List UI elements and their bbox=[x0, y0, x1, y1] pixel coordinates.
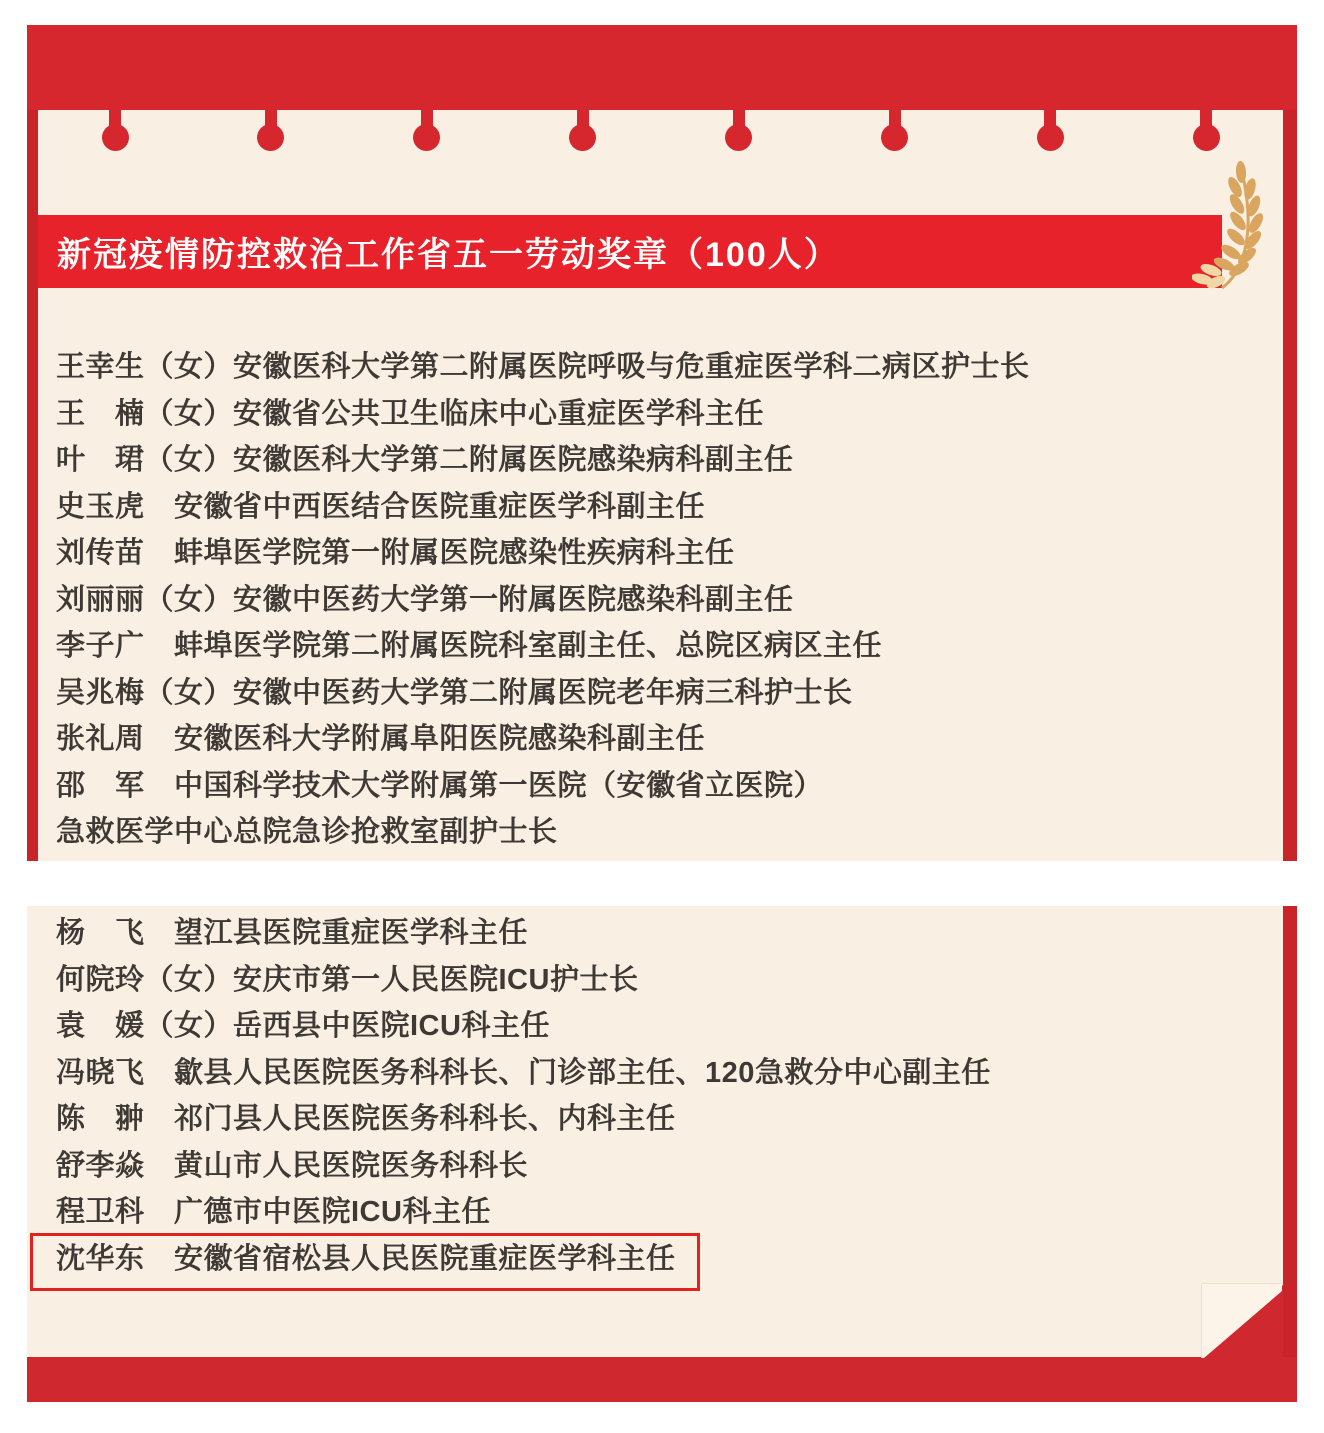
award-list-part1 bbox=[56, 344, 1030, 856]
award-list-item: 沈华东 安徽省宿松县人民医院重症医学科主任 bbox=[56, 1236, 991, 1283]
award-list-item: 何院玲（女）安庆市第一人民医院ICU护士长 bbox=[56, 963, 639, 996]
calendar-pin bbox=[881, 110, 909, 151]
award-list-item: 张礼周 安徽医科大学附属阜阳医院感染科副主任 bbox=[56, 723, 706, 755]
calendar-pin bbox=[1192, 110, 1220, 151]
award-list-item: 王 楠（女）安徽省公共卫生临床中心重症医学科主任 bbox=[56, 397, 765, 430]
award-list-item: 王幸生（女）安徽医科大学第二附属医院呼吸与危重症医学科二病区护士长 bbox=[56, 351, 1030, 383]
award-list-item: 杨 飞 望江县医院重症医学科主任 bbox=[56, 917, 529, 949]
card1-left-border bbox=[27, 110, 38, 861]
bottom-red-band bbox=[27, 1357, 1297, 1402]
award-list-item: 舒李焱 黄山市人民医院医务科科长 bbox=[56, 1149, 529, 1182]
calendar-pin bbox=[101, 110, 129, 151]
calendar-top-band bbox=[27, 25, 1297, 110]
calendar-pin bbox=[1036, 110, 1064, 151]
banner-title: 新冠疫情防控救治工作省五一劳动奖章（100人） bbox=[57, 236, 840, 274]
award-list-item: 李子广 蚌埠医学院第二附属医院科室副主任、总院区病区主任 bbox=[56, 630, 883, 662]
calendar-pin bbox=[725, 110, 753, 151]
calendar-pin bbox=[257, 110, 285, 151]
highlight-box bbox=[30, 1233, 700, 1291]
calendar-pin bbox=[413, 110, 441, 151]
card1-right-border bbox=[1283, 110, 1297, 861]
award-list-item: 急救医学中心总院急诊抢救室副护士长 bbox=[56, 816, 558, 848]
award-list-item: 叶 珺（女）安徽医科大学第二附属医院感染病科副主任 bbox=[56, 444, 794, 476]
award-list-item: 刘传苗 蚌埠医学院第一附属医院感染性疾病科主任 bbox=[56, 537, 735, 569]
card2-right-border bbox=[1283, 906, 1297, 1402]
award-list-part2 bbox=[56, 910, 991, 1282]
award-list-item: 袁 媛（女）岳西县中医院ICU科主任 bbox=[56, 1010, 550, 1042]
award-list-item: 邵 军 中国科学技术大学附属第一医院（安徽省立医院） bbox=[56, 769, 824, 802]
award-list-item: 冯晓飞 歙县人民医院医务科科长、门诊部主任、120急救分中心副主任 bbox=[56, 1056, 991, 1089]
award-list-item: 陈 翀 祁门县人民医院医务科科长、内科主任 bbox=[56, 1103, 676, 1135]
award-list-item: 刘丽丽（女）安徽中医药大学第一附属医院感染科副主任 bbox=[56, 583, 794, 616]
calendar-pin bbox=[569, 110, 597, 151]
title-banner bbox=[38, 215, 1222, 288]
award-list-item: 程卫科 广德市中医院ICU科主任 bbox=[56, 1196, 491, 1228]
wheat-spike-icon bbox=[1192, 158, 1270, 296]
award-list-item: 史玉虎 安徽省中西医结合医院重症医学科副主任 bbox=[56, 490, 706, 523]
award-list-item: 吴兆梅（女）安徽中医药大学第二附属医院老年病三科护士长 bbox=[56, 676, 853, 709]
